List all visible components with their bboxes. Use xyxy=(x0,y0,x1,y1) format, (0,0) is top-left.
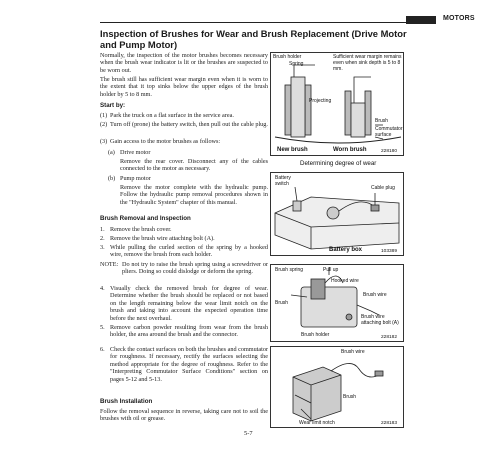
figure-caption: Determining degree of wear xyxy=(300,160,377,167)
label-brush-spring: Brush spring xyxy=(275,267,304,273)
removal-step-text: Remove the brush cover. xyxy=(110,226,172,233)
label-brush: Brush xyxy=(343,394,357,400)
removal-step-text: Remove carbon powder resulting from wear from the brush holder, the area around the brush and the connector. xyxy=(110,324,268,339)
removal-step-text: While pulling the curled section of the spring by a hooked wire, remove the brush from each holder. xyxy=(110,244,268,259)
start-heading: Start by: xyxy=(100,102,126,109)
sub-step-number: (b) xyxy=(108,175,116,182)
label-brush-holder: Brush holder xyxy=(301,332,330,338)
intro-paragraph-1: Normally, the inspection of the motor brushes becomes necessary when the brush wear indicator is lit or the brushes are suspected to be worn out. xyxy=(100,52,268,74)
removal-step-number: 2. xyxy=(100,235,105,242)
label-hooked-wire: Hooked wire xyxy=(331,278,359,284)
brush-removal-illustration xyxy=(271,265,404,342)
figure-number: 103389 xyxy=(381,249,398,254)
removal-step-number: 6. xyxy=(100,346,105,353)
label-worn-brush: Worn brush xyxy=(333,147,367,153)
removal-step-number: 3. xyxy=(100,244,105,251)
label-pull-up: Pull up xyxy=(323,267,339,273)
label-projecting: Projecting xyxy=(309,98,332,104)
label-wear-margin: Sufficient wear margin remains even when sink depth is 5 to 8 mm. xyxy=(333,54,402,72)
note-label: NOTE: xyxy=(100,261,119,268)
label-brush: Brush xyxy=(275,300,289,306)
section-tab xyxy=(406,16,436,24)
installation-heading: Brush Installation xyxy=(100,398,153,405)
wear-limit-illustration xyxy=(271,347,404,428)
removal-step-text: Visually check the removed brush for degree of wear. Determine whether the brush should be replaced or not based on the length remaining below the wear limit notch on the brush and taking into account the expected operation time before the next overhaul. xyxy=(110,285,268,322)
start-step-number: (3) xyxy=(100,138,108,145)
sub-step-title: Drive motor xyxy=(120,149,151,156)
removal-step-text: Check the contact surfaces on both the brushes and commutator for roughness. If necessary, rectify the surfaces selecting the method appropriate for the degree of roughness. Refer to the "Interpreting Commutator Surface Conditions" section on pages 5-12 and 5-13. xyxy=(110,346,268,383)
figure-wear-limit xyxy=(270,346,404,428)
label-brush-wire: Brush wire xyxy=(341,349,365,355)
label-brush-holder: Brush holder xyxy=(273,54,302,60)
removal-step-number: 4. xyxy=(100,285,105,292)
page-title: Inspection of Brushes for Wear and Brush Replacement (Drive Motor and Pump Motor) xyxy=(100,28,407,50)
figure-brush-removal xyxy=(270,264,404,342)
label-brush-wire: Brush wire xyxy=(363,292,387,298)
start-step-number: (1) xyxy=(100,112,108,119)
page-number: 5-7 xyxy=(244,430,253,437)
start-step-text: Turn off (prone) the battery switch, then pull out the cable plug. xyxy=(110,121,268,128)
label-attaching-bolt: Brush wire attaching bolt (A) xyxy=(361,314,399,326)
label-battery-box: Battery box xyxy=(329,247,363,253)
label-wear-limit-notch: Wear limit notch xyxy=(299,420,335,426)
label-cable-plug: Cable plug xyxy=(371,185,395,191)
label-commutator: Commutator surface xyxy=(375,126,403,138)
removal-step-text: Remove the brush wire attaching bolt (A). xyxy=(110,235,215,242)
installation-text: Follow the removal sequence in reverse, taking care not to soil the brushes with oil or grease. xyxy=(100,408,268,423)
start-step-number: (2) xyxy=(100,121,108,128)
figure-brush-wear xyxy=(270,52,404,156)
start-step-text: Park the truck on a flat surface in the service area. xyxy=(110,112,234,119)
intro-paragraph-2: The brush still has sufficient wear margin even when it is worn to the extent that it top sinks below the upper edges of the brush holder by 5 to 8 mm. xyxy=(100,76,268,98)
figure-number: 228182 xyxy=(381,335,398,340)
header-rule xyxy=(100,22,406,23)
figure-battery xyxy=(270,172,404,256)
figure-number: 228183 xyxy=(381,421,398,426)
label-new-brush: New brush xyxy=(277,147,308,153)
removal-heading: Brush Removal and Inspection xyxy=(100,215,191,222)
sub-step-text: Remove the motor complete with the hydraulic pump. Follow the hydraulic pump removal procedures shown in the "Hydraulic System" chapter of this manual. xyxy=(120,184,268,206)
sub-step-title: Pump motor xyxy=(120,175,151,182)
sub-step-number: (a) xyxy=(108,149,115,156)
label-battery-switch: Battery switch xyxy=(275,175,291,187)
label-spring: Spring xyxy=(289,61,304,67)
sub-step-text: Remove the rear cover. Disconnect any of the cables connected to the motor as necessary. xyxy=(120,158,268,173)
removal-step-number: 1. xyxy=(100,226,105,233)
section-name: MOTORS xyxy=(443,15,475,22)
removal-step-number: 5. xyxy=(100,324,105,331)
figure-number: 228180 xyxy=(381,149,398,154)
note-text: Do not try to raise the brush spring using a screwdriver or pliers. Doing so could dislodge or deform the spring. xyxy=(122,261,268,276)
start-step-text: Gain access to the motor brushes as follows: xyxy=(110,138,221,145)
label-brush: Brush xyxy=(375,118,389,124)
